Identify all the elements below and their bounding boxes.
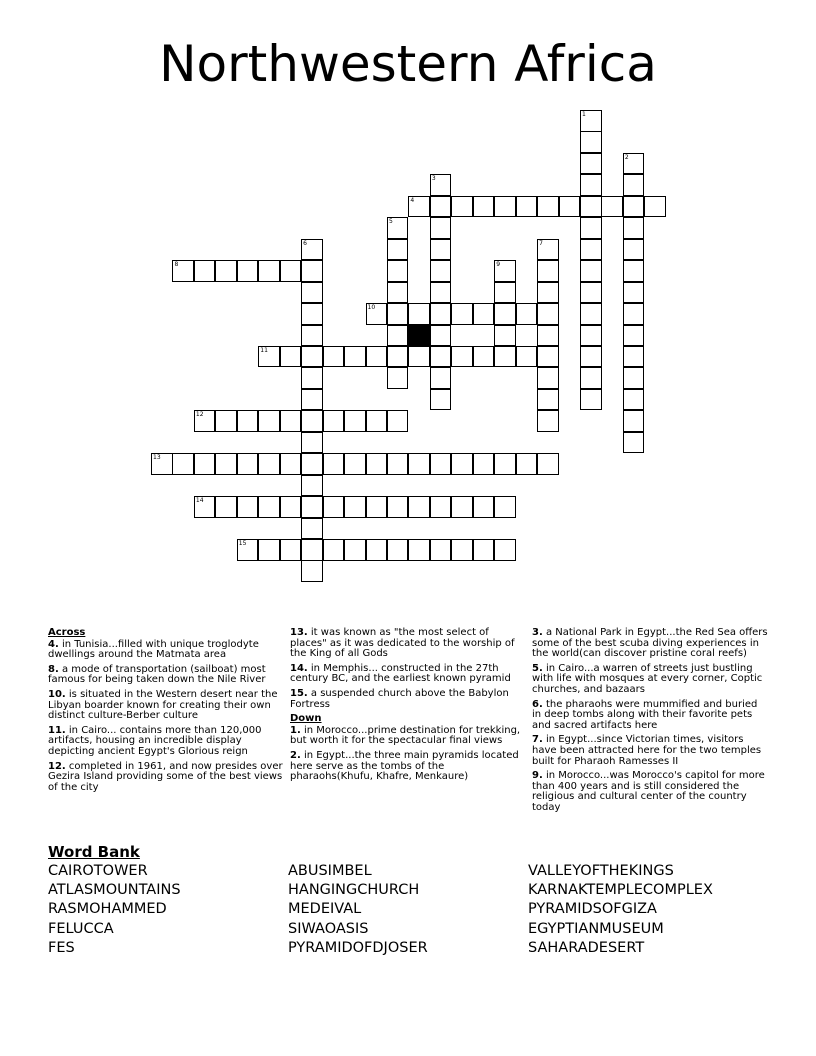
- grid-cell[interactable]: [280, 453, 302, 475]
- grid-cell[interactable]: [430, 325, 452, 347]
- grid-cell[interactable]: [408, 539, 430, 561]
- word-bank-entry: PYRAMIDOFDJOSER: [288, 939, 428, 956]
- grid-cell[interactable]: [301, 303, 323, 325]
- grid-cell[interactable]: [644, 196, 666, 218]
- grid-cell[interactable]: [623, 303, 645, 325]
- grid-cell[interactable]: [280, 410, 302, 432]
- grid-cell[interactable]: [194, 260, 216, 282]
- grid-cell[interactable]: [623, 217, 645, 239]
- grid-cell[interactable]: [301, 282, 323, 304]
- grid-cell[interactable]: [366, 539, 388, 561]
- grid-cell[interactable]: [623, 153, 645, 175]
- grid-cell[interactable]: [301, 260, 323, 282]
- clue-number: 1: [582, 111, 586, 118]
- grid-cell[interactable]: [430, 217, 452, 239]
- clue-number: 6.: [532, 698, 543, 710]
- clue-text: in Cairo... contains more than 120,000 artifacts, housing an incredible display depicting ancient Egypt's Glorious reign: [48, 724, 262, 757]
- grid-cell[interactable]: [494, 346, 516, 368]
- grid-cell[interactable]: [494, 303, 516, 325]
- grid-cell[interactable]: [301, 367, 323, 389]
- grid-cell[interactable]: [215, 453, 237, 475]
- grid-cell[interactable]: [344, 410, 366, 432]
- clue-text: in Morocco...was Morocco's capitol for more than 400 years and is still considered the religious and cultural center of the country today: [532, 770, 765, 813]
- grid-cell[interactable]: [494, 496, 516, 518]
- grid-cell[interactable]: [580, 174, 602, 196]
- grid-cell[interactable]: [387, 346, 409, 368]
- grid-cell[interactable]: [580, 153, 602, 175]
- grid-cell[interactable]: [237, 260, 259, 282]
- grid-cell[interactable]: [580, 325, 602, 347]
- grid-cell[interactable]: [623, 432, 645, 454]
- grid-cell[interactable]: [623, 346, 645, 368]
- clue-number: 13: [153, 454, 161, 462]
- grid-cell[interactable]: [537, 410, 559, 432]
- grid-cell[interactable]: [301, 560, 323, 582]
- grid-cell[interactable]: [623, 410, 645, 432]
- clues-across-continued: [290, 628, 526, 710]
- grid-cell[interactable]: [451, 346, 473, 368]
- grid-cell[interactable]: [323, 410, 345, 432]
- clue-text: is situated in the Western desert near the Libyan boarder known for creating their own distinct culture-Berber culture: [48, 688, 278, 722]
- grid-cell[interactable]: [301, 518, 323, 540]
- grid-cell[interactable]: [516, 196, 538, 218]
- word-bank-entry: FELUCCA: [48, 920, 114, 937]
- grid-cell[interactable]: [623, 239, 645, 261]
- clue-number: 3.: [532, 627, 543, 638]
- word-bank-entry: SAHARADESERT: [528, 939, 645, 956]
- clue: [532, 700, 768, 732]
- grid-cell[interactable]: [559, 196, 581, 218]
- grid-cell[interactable]: [580, 260, 602, 282]
- grid-cell[interactable]: [473, 453, 495, 475]
- across-heading: Across: [48, 627, 86, 638]
- clues-column-2: [290, 628, 526, 787]
- grid-cell[interactable]: [258, 496, 280, 518]
- clue-number: 4: [410, 196, 415, 204]
- word-bank-heading: Word Bank: [48, 843, 140, 861]
- grid-cell[interactable]: [194, 453, 216, 475]
- clue: [532, 664, 768, 696]
- grid-cell[interactable]: [451, 196, 473, 218]
- grid-cell[interactable]: [258, 453, 280, 475]
- grid-cell[interactable]: [280, 539, 302, 561]
- clue-number: 10.: [48, 688, 66, 700]
- clue-number: 3: [431, 175, 436, 183]
- grid-cell[interactable]: [473, 303, 495, 325]
- word-bank-entry: SIWAOASIS: [288, 920, 369, 937]
- grid-cell[interactable]: [473, 196, 495, 218]
- grid-cell[interactable]: [408, 453, 430, 475]
- grid-cell[interactable]: [430, 174, 452, 196]
- grid-cell[interactable]: [494, 539, 516, 561]
- grid-cell[interactable]: [344, 346, 366, 368]
- clue: [48, 762, 284, 794]
- grid-cell[interactable]: [430, 453, 452, 475]
- grid-cell[interactable]: [601, 196, 623, 218]
- grid-cell[interactable]: [301, 539, 323, 561]
- grid-cell[interactable]: [408, 496, 430, 518]
- clue-text: in Cairo...a warren of streets just bustling with life with mosques at every corner, Coptic churches, and bazaars: [532, 662, 763, 695]
- grid-cell[interactable]: [494, 325, 516, 347]
- clue-text: in Tunisia...filled with unique troglodyte dwellings around the Matmata area: [48, 638, 259, 661]
- grid-cell[interactable]: [537, 303, 559, 325]
- grid-cell[interactable]: [280, 346, 302, 368]
- grid-cell[interactable]: [516, 303, 538, 325]
- down-heading: Down: [290, 713, 322, 725]
- grid-cell[interactable]: [280, 496, 302, 518]
- clue-number: 8.: [48, 663, 59, 675]
- grid-cell[interactable]: [194, 410, 216, 432]
- grid-cell[interactable]: [237, 410, 259, 432]
- grid-cell[interactable]: [623, 389, 645, 411]
- clue-number: 15: [238, 540, 247, 547]
- grid-cell[interactable]: [430, 239, 452, 261]
- grid-cell[interactable]: [172, 453, 194, 475]
- grid-cell[interactable]: [430, 389, 452, 411]
- grid-cell[interactable]: [215, 260, 237, 282]
- clue-number: 2: [624, 153, 629, 161]
- grid-cell[interactable]: [301, 432, 323, 454]
- grid-cell[interactable]: [580, 389, 602, 411]
- word-bank-entry: MEDEIVAL: [288, 901, 362, 918]
- word-bank-entry: ABUSIMBEL: [288, 863, 372, 879]
- word-bank-entry: EGYPTIANMUSEUM: [528, 920, 664, 937]
- grid-cell[interactable]: [430, 539, 452, 561]
- clue: [290, 751, 526, 783]
- grid-cell[interactable]: [430, 346, 452, 368]
- black-cell: [408, 325, 430, 347]
- grid-cell[interactable]: [408, 303, 430, 325]
- grid-cell[interactable]: [387, 303, 409, 325]
- grid-cell[interactable]: [280, 260, 302, 282]
- grid-cell[interactable]: [366, 410, 388, 432]
- grid-cell[interactable]: [301, 475, 323, 497]
- grid-cell[interactable]: [301, 346, 323, 368]
- grid-cell[interactable]: [194, 496, 216, 518]
- grid-cell[interactable]: [258, 260, 280, 282]
- grid-cell[interactable]: [580, 282, 602, 304]
- grid-cell[interactable]: [366, 453, 388, 475]
- grid-cell[interactable]: [473, 346, 495, 368]
- clue-number: 13.: [290, 627, 308, 638]
- clues-column-3: [532, 628, 768, 818]
- grid-cell[interactable]: [430, 260, 452, 282]
- clue: [48, 640, 284, 661]
- clue-text: in Egypt...the three main pyramids located here serve as the tombs of the pharaohs(Khufu, Khafre, Menkaure): [290, 749, 519, 783]
- grid-cell[interactable]: [387, 282, 409, 304]
- word-bank-entry: PYRAMIDSOFGIZA: [528, 901, 657, 918]
- clue-text: the pharaohs were mummified and buried in deep tombs along with their favorite pets and sacred artifacts here: [532, 698, 758, 731]
- grid-cell[interactable]: [323, 453, 345, 475]
- grid-cell[interactable]: [237, 496, 259, 518]
- grid-cell[interactable]: [537, 239, 559, 261]
- word-bank-entry: ATLASMOUNTAINS: [48, 882, 181, 899]
- grid-cell[interactable]: [537, 282, 559, 304]
- grid-cell[interactable]: [215, 496, 237, 518]
- grid-cell[interactable]: [451, 539, 473, 561]
- clue-text: a suspended church above the Babylon Fortress: [290, 687, 509, 710]
- grid-cell[interactable]: [516, 453, 538, 475]
- clue: [290, 689, 526, 710]
- grid-cell[interactable]: [344, 453, 366, 475]
- clue: [48, 690, 284, 722]
- grid-cell[interactable]: [344, 539, 366, 561]
- grid-cell[interactable]: [537, 453, 559, 475]
- grid-cell[interactable]: [366, 303, 388, 325]
- grid-cell[interactable]: [323, 539, 345, 561]
- grid-cell[interactable]: [408, 196, 430, 218]
- grid-cell[interactable]: [215, 410, 237, 432]
- grid-cell[interactable]: [301, 389, 323, 411]
- grid-cell[interactable]: [430, 496, 452, 518]
- grid-cell[interactable]: [430, 367, 452, 389]
- clue: [532, 628, 768, 660]
- grid-cell[interactable]: [258, 410, 280, 432]
- grid-cell[interactable]: [623, 282, 645, 304]
- clue: [48, 726, 284, 758]
- grid-cell[interactable]: [580, 131, 602, 153]
- grid-cell[interactable]: [537, 325, 559, 347]
- clue-number: 7: [539, 239, 543, 247]
- clue-number: 11.: [48, 724, 66, 736]
- grid-cell[interactable]: [301, 410, 323, 432]
- word-bank-column-1: [48, 862, 181, 958]
- clue-number: 9.: [532, 770, 543, 782]
- clue: [532, 735, 768, 767]
- word-bank-entry: FES: [48, 939, 75, 956]
- clue: [290, 664, 526, 685]
- grid-cell[interactable]: [623, 325, 645, 347]
- word-bank-column-2: [288, 862, 428, 958]
- grid-cell[interactable]: [387, 217, 409, 239]
- clue-text: it was known as "the most select of places" as it was dedicated to the worship of the King of all Gods: [290, 627, 515, 660]
- clue: [290, 726, 526, 747]
- clue-number: 5.: [532, 662, 543, 674]
- grid-cell[interactable]: [172, 260, 194, 282]
- clue-number: 6: [303, 239, 307, 247]
- clue-number: 9: [496, 261, 501, 269]
- grid-cell[interactable]: [473, 496, 495, 518]
- word-bank-column-3: [528, 862, 713, 958]
- clue-number: 1.: [290, 724, 301, 736]
- grid-cell[interactable]: [580, 303, 602, 325]
- grid-cell[interactable]: [537, 260, 559, 282]
- word-bank-entry: CAIROTOWER: [48, 863, 148, 879]
- grid-cell[interactable]: [623, 196, 645, 218]
- grid-cell[interactable]: [451, 303, 473, 325]
- grid-cell[interactable]: [430, 303, 452, 325]
- grid-cell[interactable]: [537, 367, 559, 389]
- clue-text: in Memphis... constructed in the 27th century BC, and the earliest known pyramid: [290, 662, 511, 685]
- grid-cell[interactable]: [516, 346, 538, 368]
- puzzle-title: Northwestern Africa: [159, 35, 657, 93]
- clue-number: 10: [367, 304, 376, 312]
- word-bank-entry: RASMOHAMMED: [48, 901, 167, 918]
- grid-cell[interactable]: [258, 346, 280, 368]
- clue: [290, 628, 526, 660]
- grid-cell[interactable]: [366, 346, 388, 368]
- grid-cell[interactable]: [430, 196, 452, 218]
- word-bank-entry: VALLEYOFTHEKINGS: [528, 863, 674, 879]
- grid-cell[interactable]: [387, 410, 409, 432]
- grid-cell[interactable]: [537, 196, 559, 218]
- word-bank-entry: KARNAKTEMPLECOMPLEX: [528, 882, 713, 899]
- grid-cell[interactable]: [387, 260, 409, 282]
- clue-number: 5: [388, 218, 393, 226]
- grid-cell[interactable]: [387, 453, 409, 475]
- grid-cell[interactable]: [237, 453, 259, 475]
- grid-cell[interactable]: [408, 346, 430, 368]
- grid-cell[interactable]: [366, 496, 388, 518]
- clue-number: 4.: [48, 638, 59, 650]
- grid-cell[interactable]: [387, 539, 409, 561]
- grid-cell[interactable]: [494, 282, 516, 304]
- grid-cell[interactable]: [301, 496, 323, 518]
- grid-cell[interactable]: [323, 346, 345, 368]
- clues-column-1: [48, 628, 284, 797]
- grid-cell[interactable]: [580, 367, 602, 389]
- grid-cell[interactable]: [301, 325, 323, 347]
- grid-cell[interactable]: [323, 496, 345, 518]
- clue: [532, 771, 768, 813]
- clue-number: 7.: [532, 734, 543, 746]
- grid-cell[interactable]: [494, 196, 516, 218]
- clue-number: 12.: [48, 760, 66, 772]
- clue-text: in Morocco...prime destination for trekking, but worth it for the spectacular final views: [290, 724, 521, 747]
- grid-cell[interactable]: [387, 496, 409, 518]
- clue-text: a National Park in Egypt...the Red Sea offers some of the best scuba diving experiences in the world(can discover pristine coral reefs): [532, 627, 768, 660]
- clue-number: 8: [174, 261, 179, 269]
- grid-cell[interactable]: [623, 367, 645, 389]
- grid-cell[interactable]: [151, 453, 173, 475]
- grid-cell[interactable]: [387, 325, 409, 347]
- clue-text: a mode of transportation (sailboat) most famous for being taken down the Nile River: [48, 663, 266, 686]
- grid-cell[interactable]: [387, 239, 409, 261]
- grid-cell[interactable]: [580, 217, 602, 239]
- grid-cell[interactable]: [258, 539, 280, 561]
- clue-text: in Egypt...since Victorian times, visitors have been attracted here for the two temples built for Pharaoh Ramesses II: [532, 734, 762, 767]
- clue-number: 11: [260, 346, 268, 354]
- grid-cell[interactable]: [451, 496, 473, 518]
- grid-cell[interactable]: [623, 174, 645, 196]
- grid-cell[interactable]: [451, 453, 473, 475]
- grid-cell[interactable]: [494, 453, 516, 475]
- clue-text: completed in 1961, and now presides over Gezira Island providing some of the best views of the city: [48, 760, 283, 793]
- grid-cell[interactable]: [623, 260, 645, 282]
- grid-cell[interactable]: [237, 539, 259, 561]
- grid-cell[interactable]: [301, 239, 323, 261]
- grid-cell[interactable]: [344, 496, 366, 518]
- grid-cell[interactable]: [537, 346, 559, 368]
- word-bank-entry: HANGINGCHURCH: [288, 882, 420, 899]
- grid-cell[interactable]: [430, 282, 452, 304]
- clue: [48, 665, 284, 686]
- clue-number: 14: [195, 497, 204, 505]
- grid-cell[interactable]: [301, 453, 323, 475]
- grid-cell[interactable]: [387, 367, 409, 389]
- clue-number: 2.: [290, 749, 301, 761]
- grid-cell[interactable]: [494, 260, 516, 282]
- grid-cell[interactable]: [580, 110, 602, 132]
- clue-number: 14.: [290, 662, 308, 674]
- grid-cell[interactable]: [473, 539, 495, 561]
- clue-number: 12: [195, 411, 204, 419]
- grid-cell[interactable]: [580, 346, 602, 368]
- clues-down: [290, 726, 526, 783]
- grid-cell[interactable]: [537, 389, 559, 411]
- grid-cell[interactable]: [580, 239, 602, 261]
- clue-number: 15.: [290, 687, 308, 699]
- grid-cell[interactable]: [580, 196, 602, 218]
